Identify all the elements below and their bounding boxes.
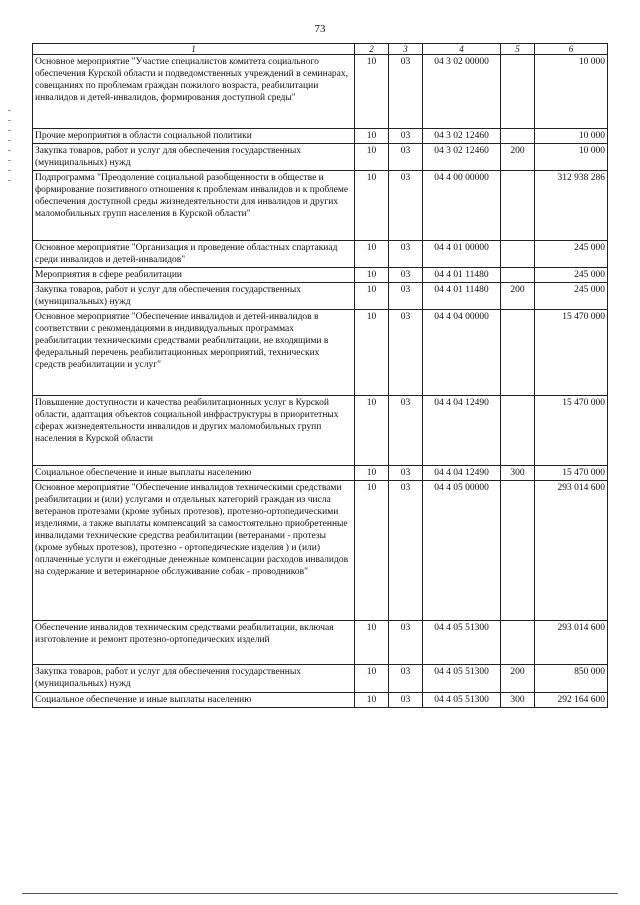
cell-pr: 03 [389, 241, 423, 268]
cell-pr: 03 [389, 310, 423, 396]
cell-rz: 10 [355, 665, 389, 693]
cell-amount: 15 470 000 [535, 310, 608, 396]
cell-rz: 10 [355, 396, 389, 466]
table-row [33, 268, 608, 283]
cell-vr: 200 [501, 665, 535, 693]
cell-csr: 04 4 05 51300 [423, 693, 501, 708]
cell-rz: 10 [355, 481, 389, 621]
column-header: 6 [535, 44, 608, 55]
cell-pr: 03 [389, 621, 423, 665]
cell-name: Мероприятия в сфере реабилитации [33, 268, 355, 283]
table-row [33, 310, 608, 396]
cell-csr: 04 3 02 00000 [423, 55, 501, 129]
column-header: 1 [33, 44, 355, 55]
table-row [33, 171, 608, 241]
cell-csr: 04 4 00 00000 [423, 171, 501, 241]
cell-name: Прочие мероприятия в области социальной политики [33, 129, 355, 144]
cell-pr: 03 [389, 665, 423, 693]
table-row [33, 241, 608, 268]
cell-vr: 300 [501, 693, 535, 708]
table-row [33, 283, 608, 310]
cell-csr: 04 4 05 51300 [423, 621, 501, 665]
cell-vr [501, 621, 535, 665]
cell-pr: 03 [389, 466, 423, 481]
cell-csr: 04 4 05 00000 [423, 481, 501, 621]
cell-vr [501, 241, 535, 268]
cell-amount: 245 000 [535, 241, 608, 268]
cell-name: Социальное обеспечение и иные выплаты населению [33, 693, 355, 708]
table-row [33, 129, 608, 144]
cell-rz: 10 [355, 310, 389, 396]
cell-rz: 10 [355, 283, 389, 310]
cell-rz: 10 [355, 268, 389, 283]
cell-vr [501, 481, 535, 621]
table-row [33, 665, 608, 693]
table-header-row [33, 44, 608, 55]
cell-name: Основное мероприятие "Организация и проведение областных спартакиад среди инвалидов и детей-инвалидов" [33, 241, 355, 268]
cell-vr [501, 310, 535, 396]
cell-amount: 293 014 600 [535, 481, 608, 621]
cell-name: Социальное обеспечение и иные выплаты населению [33, 466, 355, 481]
table-row [33, 144, 608, 171]
cell-amount: 10 000 [535, 144, 608, 171]
cell-csr: 04 4 01 00000 [423, 241, 501, 268]
cell-amount: 10 000 [535, 55, 608, 129]
cell-csr: 04 4 01 11480 [423, 283, 501, 310]
cell-rz: 10 [355, 693, 389, 708]
cell-vr [501, 171, 535, 241]
column-header: 2 [355, 44, 389, 55]
cell-rz: 10 [355, 144, 389, 171]
cell-csr: 04 4 04 12490 [423, 396, 501, 466]
table-row [33, 396, 608, 466]
cell-vr [501, 268, 535, 283]
cell-name: Повышение доступности и качества реабилитационных услуг в Курской области, адаптация объектов социальной инфраструктуры в приоритетных сферах жизнедеятельности инвалидов и других маломобильных групп населения в Курской области [33, 396, 355, 466]
cell-pr: 03 [389, 144, 423, 171]
column-header: 3 [389, 44, 423, 55]
cell-csr: 04 4 01 11480 [423, 268, 501, 283]
cell-pr: 03 [389, 283, 423, 310]
cell-rz: 10 [355, 241, 389, 268]
table-row [33, 55, 608, 129]
column-header: 4 [423, 44, 501, 55]
cell-amount: 15 470 000 [535, 396, 608, 466]
cell-name: Подпрограмма "Преодоление социальной разобщенности в обществе и формирование позитивного отношения к проблемам инвалидов и к проблеме обеспечения доступной среды жизнедеятельности для инвалидов и других маломобильных групп населения в Курской области" [33, 171, 355, 241]
cell-vr: 300 [501, 466, 535, 481]
cell-rz: 10 [355, 171, 389, 241]
cell-name: Закупка товаров, работ и услуг для обеспечения государственных (муниципальных) нужд [33, 144, 355, 171]
cell-pr: 03 [389, 693, 423, 708]
cell-amount: 850 000 [535, 665, 608, 693]
cell-name: Основное мероприятие "Обеспечение инвалидов и детей-инвалидов в соответствии с рекомендациями в индивидуальных программах реабилитации техническими средствами реабилитации, не входящими в федеральный перечень реабилитационных мероприятий, технических средств реабилитации и услуг" [33, 310, 355, 396]
margin-marks [8, 110, 11, 190]
cell-pr: 03 [389, 396, 423, 466]
cell-name: Закупка товаров, работ и услуг для обеспечения государственных (муниципальных) нужд [33, 283, 355, 310]
cell-vr: 200 [501, 144, 535, 171]
cell-pr: 03 [389, 171, 423, 241]
table-row [33, 693, 608, 708]
cell-pr: 03 [389, 55, 423, 129]
cell-csr: 04 3 02 12460 [423, 129, 501, 144]
cell-rz: 10 [355, 621, 389, 665]
cell-amount: 293 014 600 [535, 621, 608, 665]
column-header: 5 [501, 44, 535, 55]
cell-amount: 245 000 [535, 283, 608, 310]
cell-csr: 04 4 04 12490 [423, 466, 501, 481]
cell-name: Основное мероприятие "Обеспечение инвалидов техническими средствами реабилитации и (или) услугами и отдельных категорий граждан из числа ветеранов протезами (кроме зубных протезов), протезно-ортопедическими изделиями, а также выплаты компенсаций за самостоятельно приобретенные инвалидами технические средства реабилитации (ветеранами - протезы (кроме зубных протезов), протезно - ортопедические изделия ) и (или) оплаченные услуги и ежегодные денежные компенсации расходов инвалидов на содержание и ветеринарное обслуживание собак - проводников" [33, 481, 355, 621]
bottom-rule [22, 893, 618, 894]
cell-rz: 10 [355, 129, 389, 144]
cell-pr: 03 [389, 129, 423, 144]
page-number: 73 [314, 23, 326, 35]
cell-pr: 03 [389, 481, 423, 621]
cell-amount: 245 000 [535, 268, 608, 283]
cell-amount: 292 164 600 [535, 693, 608, 708]
budget-table [32, 43, 608, 708]
cell-name: Основное мероприятие "Участие специалистов комитета социального обеспечения Курской области и подведомственных учреждений в семинарах, совещаниях по проблемам граждан пожилого возраста, реабилитации инвалидов и детей-инвалидов, формирования доступной среды" [33, 55, 355, 129]
cell-vr [501, 129, 535, 144]
cell-rz: 10 [355, 466, 389, 481]
cell-name: Обеспечение инвалидов техническим средствами реабилитации, включая изготовление и ремонт протезно-ортопедических изделий [33, 621, 355, 665]
cell-vr [501, 55, 535, 129]
cell-amount: 15 470 000 [535, 466, 608, 481]
table-row [33, 466, 608, 481]
cell-vr: 200 [501, 283, 535, 310]
cell-csr: 04 4 04 00000 [423, 310, 501, 396]
cell-pr: 03 [389, 268, 423, 283]
cell-amount: 312 938 286 [535, 171, 608, 241]
table-row [33, 481, 608, 621]
cell-csr: 04 4 05 51300 [423, 665, 501, 693]
cell-name: Закупка товаров, работ и услуг для обеспечения государственных (муниципальных) нужд [33, 665, 355, 693]
cell-rz: 10 [355, 55, 389, 129]
cell-vr [501, 396, 535, 466]
cell-amount: 10 000 [535, 129, 608, 144]
cell-csr: 04 3 02 12460 [423, 144, 501, 171]
table-row [33, 621, 608, 665]
